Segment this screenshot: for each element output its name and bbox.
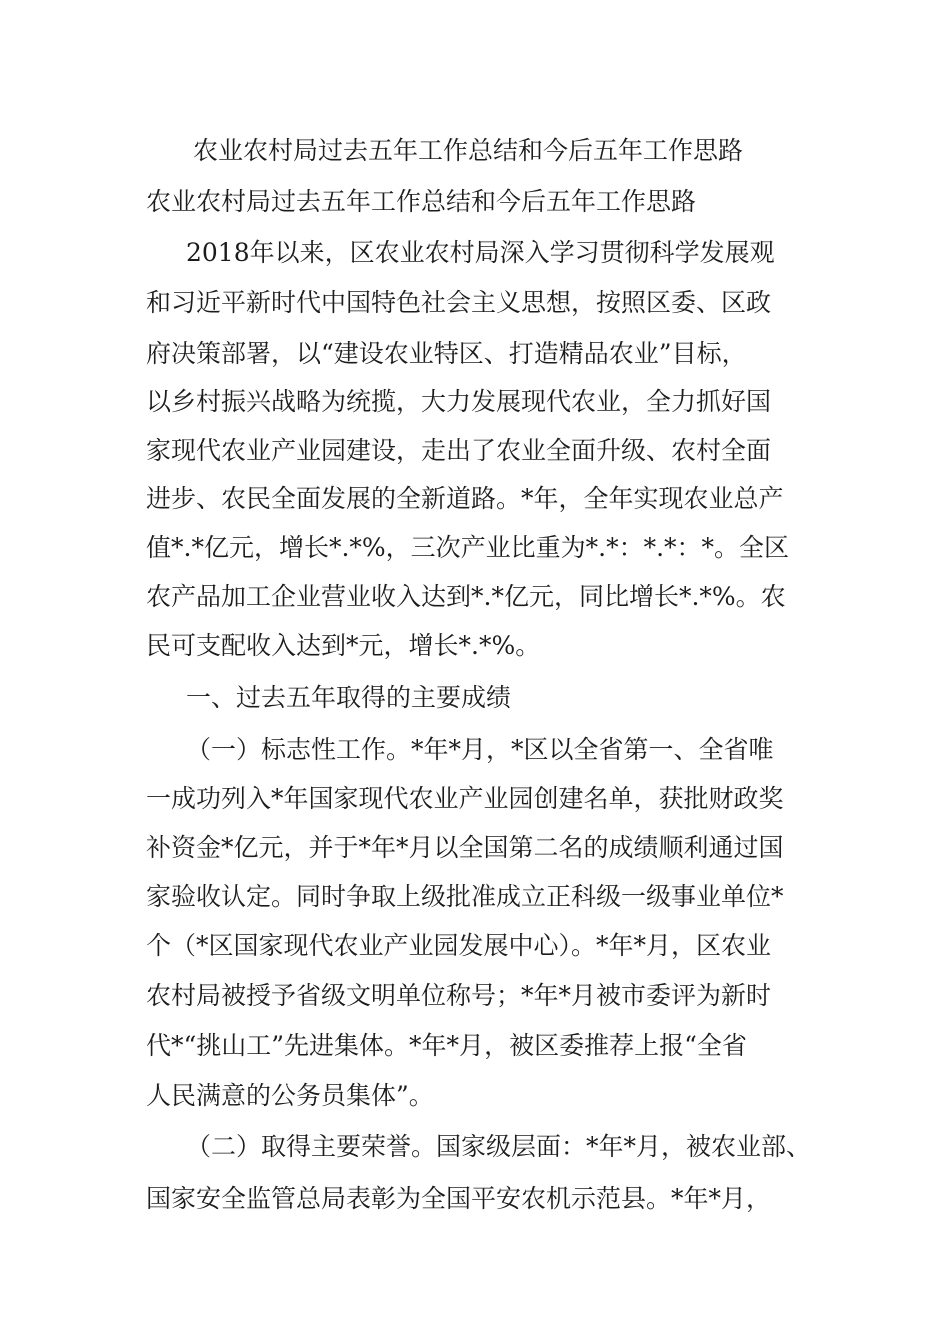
section-heading: 一、过去五年取得的主要成绩 [186,683,512,712]
paragraph-line: 国家安全监管总局表彰为全国平安农机示范县。*年*月， [146,1184,772,1213]
paragraph-line: 家验收认定。同时争取上级批准成立正科级一级事业单位* [146,882,784,911]
paragraph-line: 农产品加工企业营业收入达到*.*亿元，同比增长*.*%。农 [146,582,786,611]
paragraph-line: 人民满意的公务员集体”。 [146,1081,434,1110]
paragraph-line: 和习近平新时代中国特色社会主义思想，按照区委、区政 [146,288,772,317]
paragraph-line: 补资金*亿元，并于*年*月以全国第二名的成绩顺利通过国 [146,833,784,862]
paragraph-line: 值*.*亿元，增长*.*%，三次产业比重为*.*：*.*：*。全区 [146,533,790,562]
document-title: 农业农村局过去五年工作总结和今后五年工作思路 [146,187,697,216]
paragraph-line: 府决策部署，以“建设农业特区、打造精品农业”目标， [146,339,747,368]
paragraph-line: 农村局被授予省级文明单位称号；*年*月被市委评为新时 [146,981,772,1010]
paragraph-line: 个（*区国家现代农业产业园发展中心）。*年*月，区农业 [146,931,772,960]
paragraph-line: 家现代农业产业园建设，走出了农业全面升级、农村全面 [146,436,772,465]
paragraph-line: 2018年以来，区农业农村局深入学习贯彻科学发展观 [186,238,775,267]
paragraph-line: 民可支配收入达到*元，增长*.*%。 [146,631,541,660]
paragraph-line: 代*“挑山工”先进集体。*年*月，被区委推荐上报“全省 [146,1031,747,1060]
document-title-centered: 农业农村局过去五年工作总结和今后五年工作思路 [193,136,744,165]
paragraph-line: 以乡村振兴战略为统揽，大力发展现代农业，全力抓好国 [146,387,772,416]
paragraph-line: 一成功列入*年国家现代农业产业园创建名单，获批财政奖 [146,784,784,813]
paragraph-line: 进步、农民全面发展的全新道路。*年，全年实现农业总产 [146,484,784,513]
paragraph-line: （一）标志性工作。*年*月，*区以全省第一、全省唯 [186,735,774,764]
paragraph-line: （二）取得主要荣誉。国家级层面：*年*月，被农业部、 [186,1132,812,1161]
